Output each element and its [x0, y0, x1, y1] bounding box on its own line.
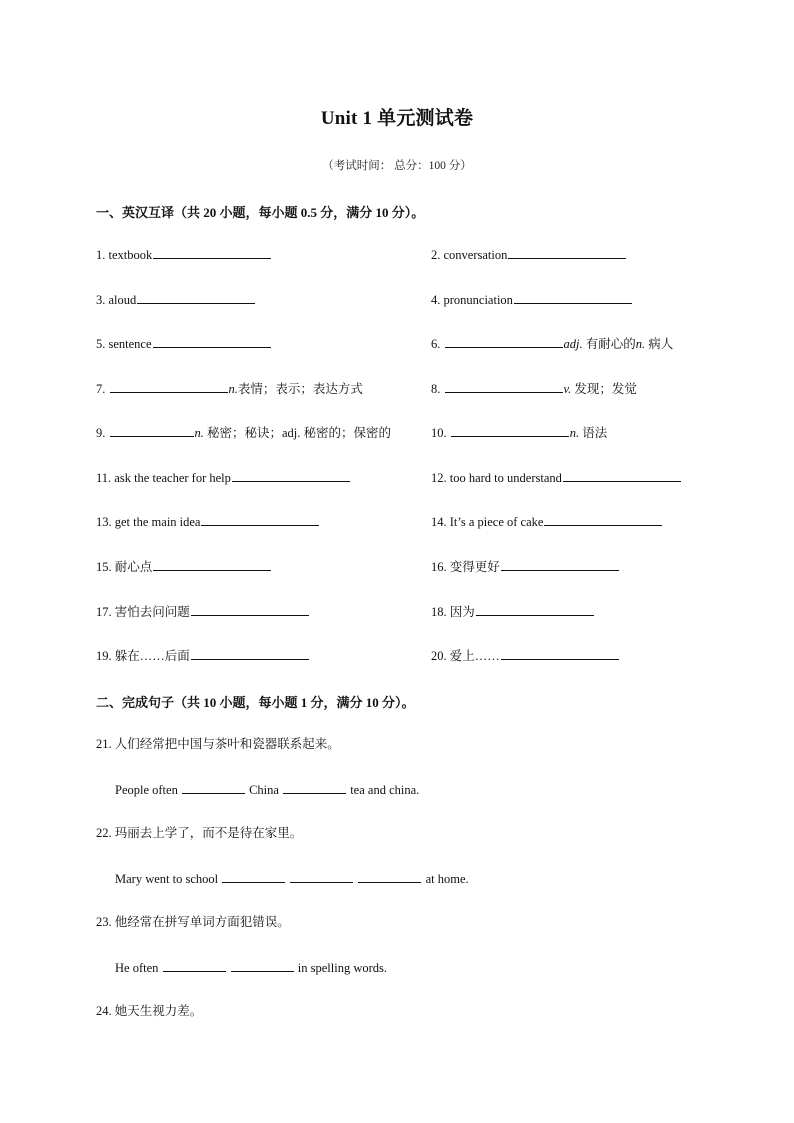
question-22-chinese: 22. 玛丽去上学了，而不是待在家里。: [96, 826, 303, 840]
item-14: 14. It’s a piece of cake: [431, 513, 663, 530]
question-23-chinese: 23. 他经常在拼写单词方面犯错误。: [96, 915, 290, 929]
item-3: 3. aloud: [96, 291, 256, 308]
answer-blank[interactable]: [231, 959, 294, 972]
item-11: 11. ask the teacher for help: [96, 469, 351, 486]
item-15: 15. 耐心点: [96, 558, 272, 575]
question-22-english: Mary went to school at home.: [115, 872, 469, 886]
answer-blank[interactable]: [290, 870, 353, 883]
item-4: 4. pronunciation: [431, 291, 633, 308]
item-20: 20. 爱上……: [431, 647, 620, 664]
item-8: 8. v. 发现；发觉: [431, 382, 637, 396]
item-19: 19. 躲在……后面: [96, 647, 310, 664]
item-18: 18. 因为: [431, 603, 595, 620]
answer-blank[interactable]: [222, 870, 285, 883]
answer-blank[interactable]: [153, 335, 271, 348]
answer-blank[interactable]: [110, 424, 194, 437]
question-21-english: People often China tea and china.: [115, 783, 420, 797]
section1-heading: 一、英汉互译（共 20 小题，每小题 0.5 分，满分 10 分）。: [96, 205, 425, 220]
item-2: 2. conversation: [431, 246, 627, 263]
question-24-chinese: 24. 她天生视力差。: [96, 1004, 203, 1018]
answer-blank[interactable]: [508, 246, 626, 259]
section2-heading: 二、完成句子（共 10 小题，每小题 1 分，满分 10 分）。: [96, 695, 415, 710]
item-1: 1. textbook: [96, 246, 272, 263]
item-5: 5. sentence: [96, 335, 272, 352]
answer-blank[interactable]: [563, 469, 681, 482]
item-16: 16. 变得更好: [431, 558, 620, 575]
answer-blank[interactable]: [283, 781, 346, 794]
answer-blank[interactable]: [544, 513, 662, 526]
answer-blank[interactable]: [191, 647, 309, 660]
answer-blank[interactable]: [201, 513, 319, 526]
answer-blank[interactable]: [445, 380, 563, 393]
answer-blank[interactable]: [476, 603, 594, 616]
answer-blank[interactable]: [182, 781, 245, 794]
page-title: Unit 1 单元测试卷: [320, 108, 474, 129]
answer-blank[interactable]: [445, 335, 563, 348]
page-subtitle: （考试时间： 总分：100 分）: [322, 160, 472, 172]
answer-blank[interactable]: [451, 424, 569, 437]
answer-blank[interactable]: [153, 246, 271, 259]
answer-blank[interactable]: [358, 870, 421, 883]
question-21-chinese: 21. 人们经常把中国与茶叶和瓷器联系起来。: [96, 737, 340, 751]
answer-blank[interactable]: [501, 647, 619, 660]
item-10: 10. n. 语法: [431, 426, 608, 440]
answer-blank[interactable]: [501, 558, 619, 571]
answer-blank[interactable]: [137, 291, 255, 304]
answer-blank[interactable]: [232, 469, 350, 482]
question-23-english: He often in spelling words.: [115, 961, 387, 975]
answer-blank[interactable]: [163, 959, 226, 972]
item-9: 9. n. 秘密；秘诀；adj. 秘密的；保密的: [96, 426, 392, 440]
item-13: 13. get the main idea: [96, 513, 320, 530]
item-7: 7. n.表情；表示；表达方式: [96, 382, 363, 396]
answer-blank[interactable]: [191, 603, 309, 616]
answer-blank[interactable]: [514, 291, 632, 304]
answer-blank[interactable]: [110, 380, 228, 393]
item-17: 17. 害怕去问问题: [96, 603, 310, 620]
answer-blank[interactable]: [153, 558, 271, 571]
item-6: 6. adj. 有耐心的n. 病人: [431, 337, 674, 351]
item-12: 12. too hard to understand: [431, 469, 682, 486]
